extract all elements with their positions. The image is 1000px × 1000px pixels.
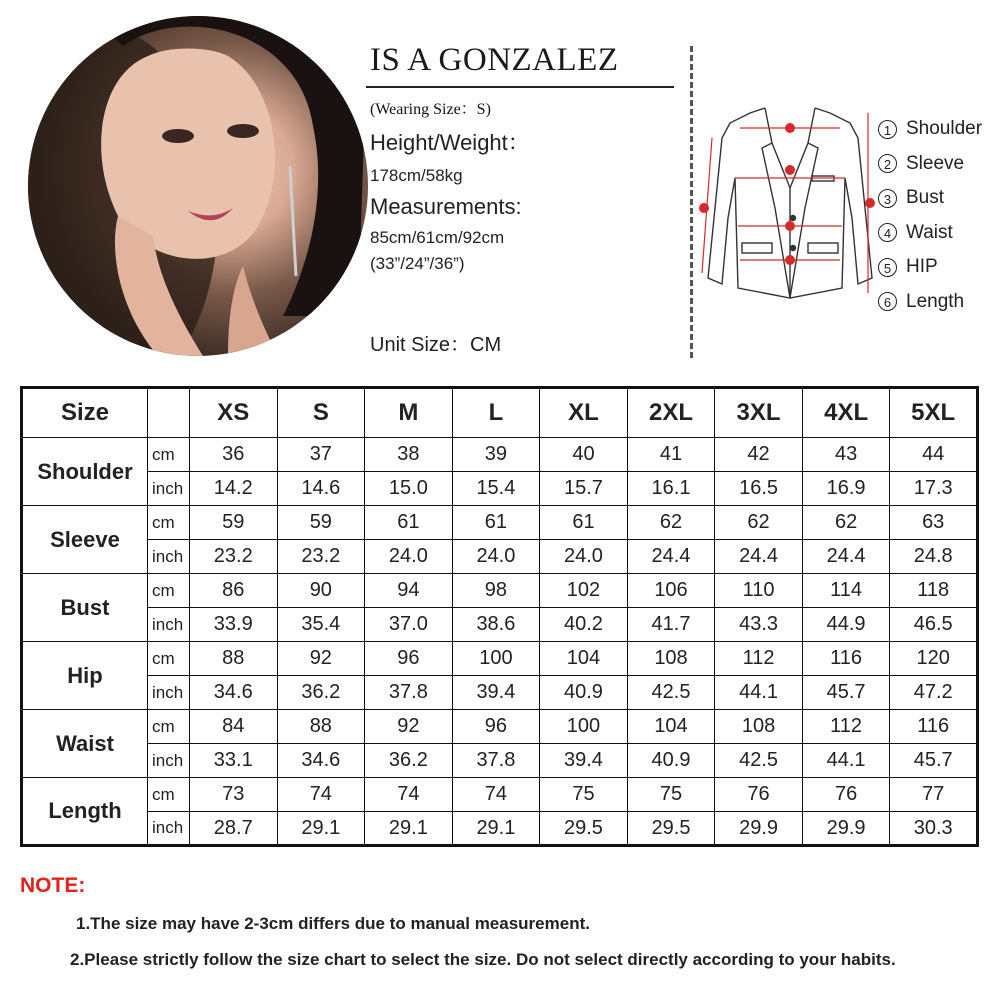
table-cell: 61 xyxy=(365,506,453,540)
table-cell: 24.0 xyxy=(452,540,540,574)
measurements-cm: 85cm/61cm/92cm xyxy=(370,228,505,247)
table-cell: 62 xyxy=(627,506,715,540)
unit-label: inch xyxy=(148,812,190,846)
unit-label: inch xyxy=(148,676,190,710)
table-cell: 77 xyxy=(890,778,978,812)
table-cell: 96 xyxy=(365,642,453,676)
size-table-body xyxy=(22,438,978,846)
table-cell: 75 xyxy=(540,778,628,812)
table-cell: 45.7 xyxy=(890,744,978,778)
table-cell: 108 xyxy=(715,710,803,744)
model-portrait-illustration xyxy=(28,16,368,356)
height-weight-label: Height/Weight： xyxy=(370,130,530,155)
unit-label: cm xyxy=(148,574,190,608)
table-cell: 63 xyxy=(890,506,978,540)
table-cell: 74 xyxy=(452,778,540,812)
table-row xyxy=(22,778,978,812)
table-cell: 118 xyxy=(890,574,978,608)
legend-label: Length xyxy=(906,290,965,312)
table-cell: 96 xyxy=(452,710,540,744)
table-cell: 112 xyxy=(715,642,803,676)
table-cell: 14.6 xyxy=(277,472,365,506)
note-item-2: 2.Please strictly follow the size chart to select the size. Do not select directly according to your habits. xyxy=(70,950,896,969)
table-cell: 16.1 xyxy=(627,472,715,506)
table-row xyxy=(22,472,978,506)
table-cell: 40 xyxy=(540,438,628,472)
table-row xyxy=(22,812,978,846)
legend-item-sleeve xyxy=(878,147,982,182)
table-cell: 44.1 xyxy=(715,676,803,710)
measurement-name: Waist xyxy=(22,710,148,778)
measurement-name: Bust xyxy=(22,574,148,642)
table-cell: 100 xyxy=(452,642,540,676)
height-weight-value: 178cm/58kg xyxy=(370,166,463,185)
unit-header-cell xyxy=(148,388,190,438)
table-cell: 43 xyxy=(802,438,890,472)
table-cell: 45.7 xyxy=(802,676,890,710)
table-cell: 24.4 xyxy=(802,540,890,574)
table-cell: 37.0 xyxy=(365,608,453,642)
legend-item-waist xyxy=(878,216,982,251)
table-row xyxy=(22,540,978,574)
unit-label: inch xyxy=(148,472,190,506)
size-s: S xyxy=(277,388,365,438)
table-cell: 24.0 xyxy=(365,540,453,574)
size-xl: XL xyxy=(540,388,628,438)
table-cell: 29.9 xyxy=(715,812,803,846)
legend-number-badge: 1 xyxy=(878,120,897,139)
table-cell: 24.4 xyxy=(627,540,715,574)
table-cell: 62 xyxy=(715,506,803,540)
table-cell: 33.1 xyxy=(190,744,278,778)
table-cell: 41.7 xyxy=(627,608,715,642)
table-cell: 40.9 xyxy=(627,744,715,778)
table-row xyxy=(22,676,978,710)
unit-label: cm xyxy=(148,438,190,472)
measurement-name: Sleeve xyxy=(22,506,148,574)
table-cell: 90 xyxy=(277,574,365,608)
measurement-name: Hip xyxy=(22,642,148,710)
wearing-size: (Wearing Size：S) xyxy=(370,101,491,118)
unit-label: cm xyxy=(148,710,190,744)
table-cell: 38 xyxy=(365,438,453,472)
table-cell: 42 xyxy=(715,438,803,472)
table-cell: 16.9 xyxy=(802,472,890,506)
table-cell: 116 xyxy=(890,710,978,744)
table-cell: 106 xyxy=(627,574,715,608)
table-cell: 92 xyxy=(365,710,453,744)
size-m: M xyxy=(365,388,453,438)
measurement-legend xyxy=(878,112,982,319)
table-row xyxy=(22,506,978,540)
legend-item-bust xyxy=(878,181,982,216)
table-cell: 37.8 xyxy=(452,744,540,778)
table-cell: 29.9 xyxy=(802,812,890,846)
table-cell: 36.2 xyxy=(277,676,365,710)
table-cell: 110 xyxy=(715,574,803,608)
table-cell: 15.0 xyxy=(365,472,453,506)
table-cell: 28.7 xyxy=(190,812,278,846)
table-cell: 73 xyxy=(190,778,278,812)
table-cell: 74 xyxy=(277,778,365,812)
unit-label: cm xyxy=(148,778,190,812)
table-cell: 14.2 xyxy=(190,472,278,506)
measurements-label: Measurements: xyxy=(370,194,522,219)
table-cell: 100 xyxy=(540,710,628,744)
table-cell: 40.9 xyxy=(540,676,628,710)
table-cell: 84 xyxy=(190,710,278,744)
legend-label: Sleeve xyxy=(906,152,965,174)
table-row xyxy=(22,438,978,472)
table-row xyxy=(22,710,978,744)
table-cell: 29.5 xyxy=(627,812,715,846)
legend-number-badge: 5 xyxy=(878,258,897,277)
table-cell: 46.5 xyxy=(890,608,978,642)
measurement-name: Length xyxy=(22,778,148,846)
table-cell: 42.5 xyxy=(627,676,715,710)
table-cell: 104 xyxy=(540,642,628,676)
jacket-outline-icon xyxy=(690,98,890,313)
legend-label: Shoulder xyxy=(906,118,983,140)
table-cell: 42.5 xyxy=(715,744,803,778)
table-cell: 88 xyxy=(277,710,365,744)
table-cell: 39 xyxy=(452,438,540,472)
table-cell: 30.3 xyxy=(890,812,978,846)
unit-label: inch xyxy=(148,540,190,574)
legend-number-badge: 4 xyxy=(878,223,897,242)
table-cell: 15.4 xyxy=(452,472,540,506)
table-cell: 39.4 xyxy=(452,676,540,710)
table-cell: 59 xyxy=(190,506,278,540)
table-cell: 104 xyxy=(627,710,715,744)
legend-item-shoulder xyxy=(878,112,982,147)
table-cell: 29.1 xyxy=(277,812,365,846)
table-cell: 38.6 xyxy=(452,608,540,642)
size-5xl: 5XL xyxy=(890,388,978,438)
table-cell: 44.9 xyxy=(802,608,890,642)
table-row xyxy=(22,574,978,608)
legend-item-length xyxy=(878,285,982,320)
size-3xl: 3XL xyxy=(715,388,803,438)
table-cell: 24.0 xyxy=(540,540,628,574)
table-cell: 24.4 xyxy=(715,540,803,574)
unit-label: inch xyxy=(148,744,190,778)
table-cell: 35.4 xyxy=(277,608,365,642)
table-cell: 43.3 xyxy=(715,608,803,642)
table-cell: 47.2 xyxy=(890,676,978,710)
table-cell: 39.4 xyxy=(540,744,628,778)
table-cell: 94 xyxy=(365,574,453,608)
legend-number-badge: 6 xyxy=(878,292,897,311)
table-cell: 33.9 xyxy=(190,608,278,642)
table-row xyxy=(22,642,978,676)
legend-item-hip xyxy=(878,250,982,285)
table-cell: 112 xyxy=(802,710,890,744)
brand-underline xyxy=(366,86,674,88)
table-cell: 75 xyxy=(627,778,715,812)
table-cell: 98 xyxy=(452,574,540,608)
table-cell: 86 xyxy=(190,574,278,608)
unit-label: inch xyxy=(148,608,190,642)
table-cell: 29.1 xyxy=(452,812,540,846)
table-cell: 120 xyxy=(890,642,978,676)
table-cell: 76 xyxy=(802,778,890,812)
table-cell: 41 xyxy=(627,438,715,472)
legend-number-badge: 2 xyxy=(878,154,897,173)
table-row xyxy=(22,744,978,778)
table-cell: 37 xyxy=(277,438,365,472)
size-2xl: 2XL xyxy=(627,388,715,438)
table-cell: 23.2 xyxy=(277,540,365,574)
table-cell: 76 xyxy=(715,778,803,812)
unit-label: cm xyxy=(148,642,190,676)
table-cell: 61 xyxy=(540,506,628,540)
unit-label: cm xyxy=(148,506,190,540)
table-cell: 62 xyxy=(802,506,890,540)
table-cell: 36 xyxy=(190,438,278,472)
measurements-inch: (33”/24”/36”) xyxy=(370,254,465,273)
table-cell: 24.8 xyxy=(890,540,978,574)
legend-number-badge: 3 xyxy=(878,189,897,208)
jacket-diagram xyxy=(690,98,890,313)
measurement-name: Shoulder xyxy=(22,438,148,506)
table-cell: 16.5 xyxy=(715,472,803,506)
table-cell: 34.6 xyxy=(277,744,365,778)
note-item-1: 1.The size may have 2-3cm differs due to manual measurement. xyxy=(76,914,590,933)
table-cell: 92 xyxy=(277,642,365,676)
table-cell: 15.7 xyxy=(540,472,628,506)
table-cell: 44 xyxy=(890,438,978,472)
unit-size: Unit Size：CM xyxy=(370,334,502,356)
table-cell: 74 xyxy=(365,778,453,812)
size-l: L xyxy=(452,388,540,438)
legend-label: Waist xyxy=(906,221,953,243)
table-cell: 29.5 xyxy=(540,812,628,846)
table-cell: 59 xyxy=(277,506,365,540)
table-cell: 44.1 xyxy=(802,744,890,778)
size-xs: XS xyxy=(190,388,278,438)
table-cell: 88 xyxy=(190,642,278,676)
size-4xl: 4XL xyxy=(802,388,890,438)
table-cell: 17.3 xyxy=(890,472,978,506)
legend-label: HIP xyxy=(906,256,938,278)
table-cell: 34.6 xyxy=(190,676,278,710)
legend-label: Bust xyxy=(906,187,945,209)
table-cell: 116 xyxy=(802,642,890,676)
table-cell: 108 xyxy=(627,642,715,676)
table-cell: 37.8 xyxy=(365,676,453,710)
size-header-row xyxy=(22,388,978,438)
table-row xyxy=(22,608,978,642)
table-cell: 36.2 xyxy=(365,744,453,778)
table-cell: 102 xyxy=(540,574,628,608)
brand-name: IS A GONZALEZ xyxy=(370,42,619,78)
table-cell: 114 xyxy=(802,574,890,608)
model-photo xyxy=(28,16,368,356)
table-cell: 40.2 xyxy=(540,608,628,642)
size-chart-table xyxy=(20,386,979,847)
table-cell: 29.1 xyxy=(365,812,453,846)
table-cell: 23.2 xyxy=(190,540,278,574)
note-title: NOTE: xyxy=(20,874,86,897)
size-header-label: Size xyxy=(22,388,148,438)
table-cell: 61 xyxy=(452,506,540,540)
